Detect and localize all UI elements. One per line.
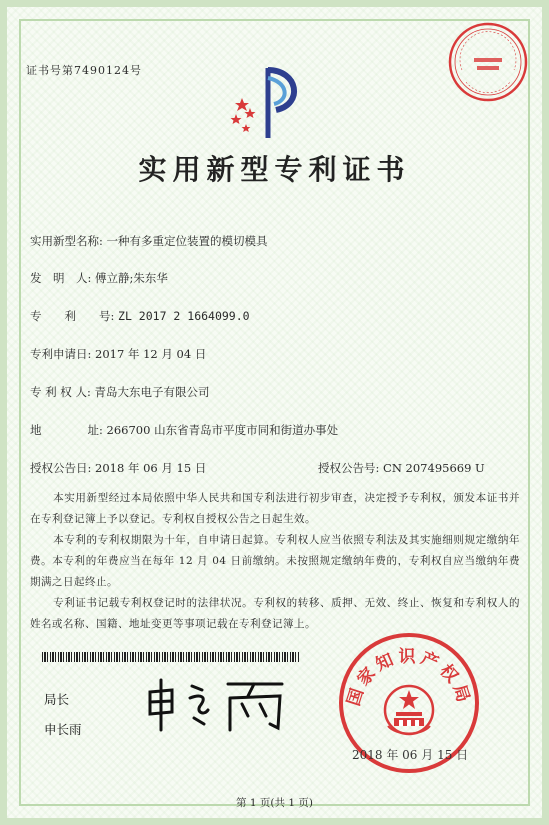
page-footer: 第 1 页(共 1 页) <box>236 797 313 809</box>
seal-date: 2018 年 06 月 15 日 <box>352 748 469 762</box>
certificate-title: 实用新型专利证书 <box>138 153 411 186</box>
field-label: 授权公告号: <box>318 461 380 475</box>
field-value: ZL 2017 2 1664099.0 <box>118 309 250 323</box>
tax-stamp-seal <box>446 20 530 104</box>
field-value: 2017 年 12 月 04 日 <box>95 347 207 361</box>
address-row <box>30 422 338 438</box>
field-label: 地 址: <box>30 423 103 437</box>
field-label: 专 利 号: <box>30 309 115 323</box>
legal-paragraph: 专利证书记载专利权登记时的法律状况。专利权的转移、质押、无效、终止、恢复和专利权人的姓名或名称、国籍、地址变更等事项记载在专利登记簿上。 <box>30 597 520 630</box>
field-label: 专利申请日: <box>30 347 92 361</box>
patentee-row <box>30 384 210 400</box>
field-value: 青岛大东电子有限公司 <box>94 385 210 399</box>
field-value: 一种有多重定位装置的模切模具 <box>106 234 268 248</box>
field-value: 2018 年 06 月 15 日 <box>95 461 207 475</box>
handwritten-signature <box>142 672 292 734</box>
field-label: 专 利 权 人: <box>30 385 91 399</box>
field-label: 发 明 人: <box>30 271 92 285</box>
announcement-date-row <box>30 460 206 476</box>
cnipa-logo-icon <box>228 64 308 140</box>
utility-model-name-row <box>30 233 268 249</box>
signatory-title: 局长 <box>44 692 70 707</box>
field-value: 266700 山东省青岛市平度市同和街道办事处 <box>106 423 339 437</box>
seal-text: 国家知识产权局 <box>343 647 475 709</box>
certificate-number: 证书号第7490124号 <box>26 64 142 77</box>
field-label: 授权公告日: <box>30 461 92 475</box>
field-value: 傅立静;朱东华 <box>95 271 168 285</box>
field-value: CN 207495669 U <box>383 461 485 475</box>
announcement-number-row <box>318 460 485 476</box>
field-label: 实用新型名称: <box>30 234 103 248</box>
legal-paragraph: 本实用新型经过本局依照中华人民共和国专利法进行初步审查，决定授予专利权，颁发本证书并在专利登记簿上予以登记。专利权自授权公告之日起生效。 <box>30 492 520 525</box>
inventor-row <box>30 270 168 286</box>
filing-date-row <box>30 346 206 362</box>
patent-number-row <box>30 308 250 324</box>
legal-paragraph: 本专利的专利权期限为十年，自申请日起算。专利权人应当依照专利法及其实施细则规定缴纳年费。本专利的年费应当在每年 12 月 04 日前缴纳。未按照规定缴纳年费的，专利权自应当缴纳年费期满之日起终止。 <box>30 534 520 588</box>
barcode <box>42 652 300 662</box>
signatory-name: 申长雨 <box>44 722 82 737</box>
